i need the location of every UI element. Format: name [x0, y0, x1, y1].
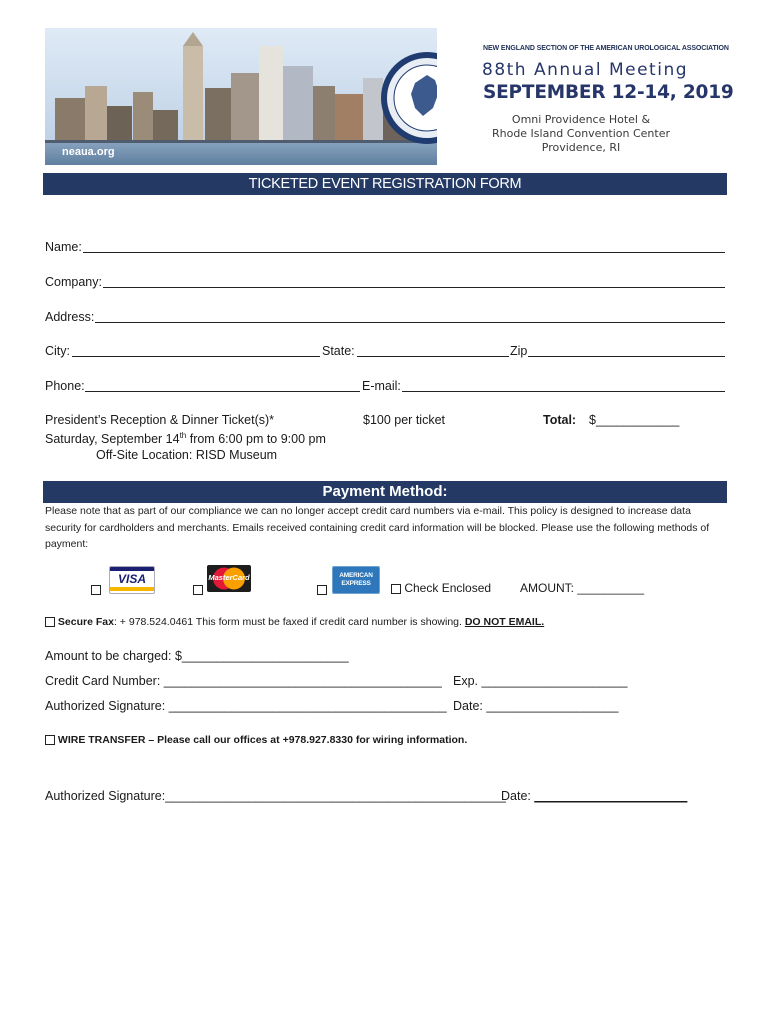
ticket-price: $100 per ticket — [363, 413, 445, 427]
wire-transfer-option[interactable]: WIRE TRANSFER – Please call our offices at +978.927.8330 for wiring information. — [45, 734, 467, 746]
visa-logo: VISA — [109, 566, 155, 594]
zip-label: Zip — [510, 344, 528, 358]
name-label: Name: — [45, 240, 82, 254]
date-field-2[interactable]: Date: ______________________ — [501, 789, 688, 803]
city-field[interactable] — [72, 356, 320, 357]
ticket-location: Off-Site Location: RISD Museum — [96, 448, 278, 462]
meeting-title: 88th Annual Meeting — [482, 60, 689, 80]
organization-name: NEW ENGLAND SECTION OF THE AMERICAN UROLOGICAL ASSOCIATION — [483, 45, 729, 52]
email-label: E-mail: — [362, 379, 401, 393]
check-enclosed-checkbox[interactable] — [391, 584, 401, 594]
address-field[interactable] — [95, 322, 725, 323]
amex-checkbox[interactable] — [317, 581, 327, 599]
header-banner-image — [45, 28, 437, 165]
form-title-bar: TICKETED EVENT REGISTRATION FORM — [43, 173, 727, 195]
venue-line-3: Providence, RI — [541, 141, 621, 154]
payment-note: Please note that as part of our compliance we can no longer accept credit card numbers via e-mail. This policy is designed to increase data security for cardholders and merchants. Emails received containing credit card information will be blocked. Please use the following methods of payment: — [45, 505, 710, 550]
authorized-signature-field[interactable]: Authorized Signature: ________________________________________ — [45, 699, 447, 713]
company-field[interactable] — [103, 287, 725, 288]
authorized-signature-field-2[interactable]: Authorized Signature:_________________________________________________ — [45, 789, 506, 803]
state-field[interactable] — [357, 356, 509, 357]
ticket-name: President’s Reception & Dinner Ticket(s)* — [45, 413, 275, 427]
name-field[interactable] — [83, 252, 725, 253]
wire-transfer-checkbox[interactable] — [45, 735, 55, 745]
ticket-date: Saturday, September 14th from 6:00 pm to 9:00 pm — [45, 431, 326, 447]
amount-field[interactable]: AMOUNT: __________ — [520, 581, 645, 595]
website-url: neaua.org — [62, 146, 115, 158]
visa-checkbox[interactable] — [91, 581, 101, 599]
mastercard-checkbox[interactable] — [193, 581, 203, 599]
total-field[interactable]: $____________ — [589, 413, 680, 427]
amount-charged-field[interactable]: Amount to be charged: $________________________ — [45, 649, 349, 663]
date-field[interactable]: Date: ___________________ — [453, 699, 619, 713]
phone-label: Phone: — [45, 379, 85, 393]
phone-field[interactable] — [85, 391, 360, 392]
address-label: Address: — [45, 310, 95, 324]
zip-field[interactable] — [528, 356, 725, 357]
venue-line-2: Rhode Island Convention Center — [491, 127, 671, 140]
email-field[interactable] — [402, 391, 725, 392]
check-enclosed-option[interactable]: Check Enclosed — [391, 581, 491, 595]
meeting-dates: SEPTEMBER 12-14, 2019 — [483, 82, 734, 103]
mastercard-logo: MasterCard — [207, 565, 251, 592]
expiration-field[interactable]: Exp. _____________________ — [453, 674, 628, 688]
venue-line-1: Omni Providence Hotel & — [511, 113, 651, 126]
credit-card-number-field[interactable]: Credit Card Number: ________________________________________ — [45, 674, 442, 688]
payment-method-bar: Payment Method: — [43, 481, 727, 503]
secure-fax-checkbox[interactable] — [45, 617, 55, 627]
secure-fax-option[interactable]: Secure Fax: + 978.524.0461 This form must be faxed if credit card number is showing. DO NOT EMAIL. — [45, 616, 544, 628]
amex-logo: AMERICAN EXPRESS — [332, 566, 380, 594]
state-label: State: — [322, 344, 355, 358]
city-label: City: — [45, 344, 70, 358]
company-label: Company: — [45, 275, 102, 289]
total-label: Total: — [543, 413, 577, 427]
